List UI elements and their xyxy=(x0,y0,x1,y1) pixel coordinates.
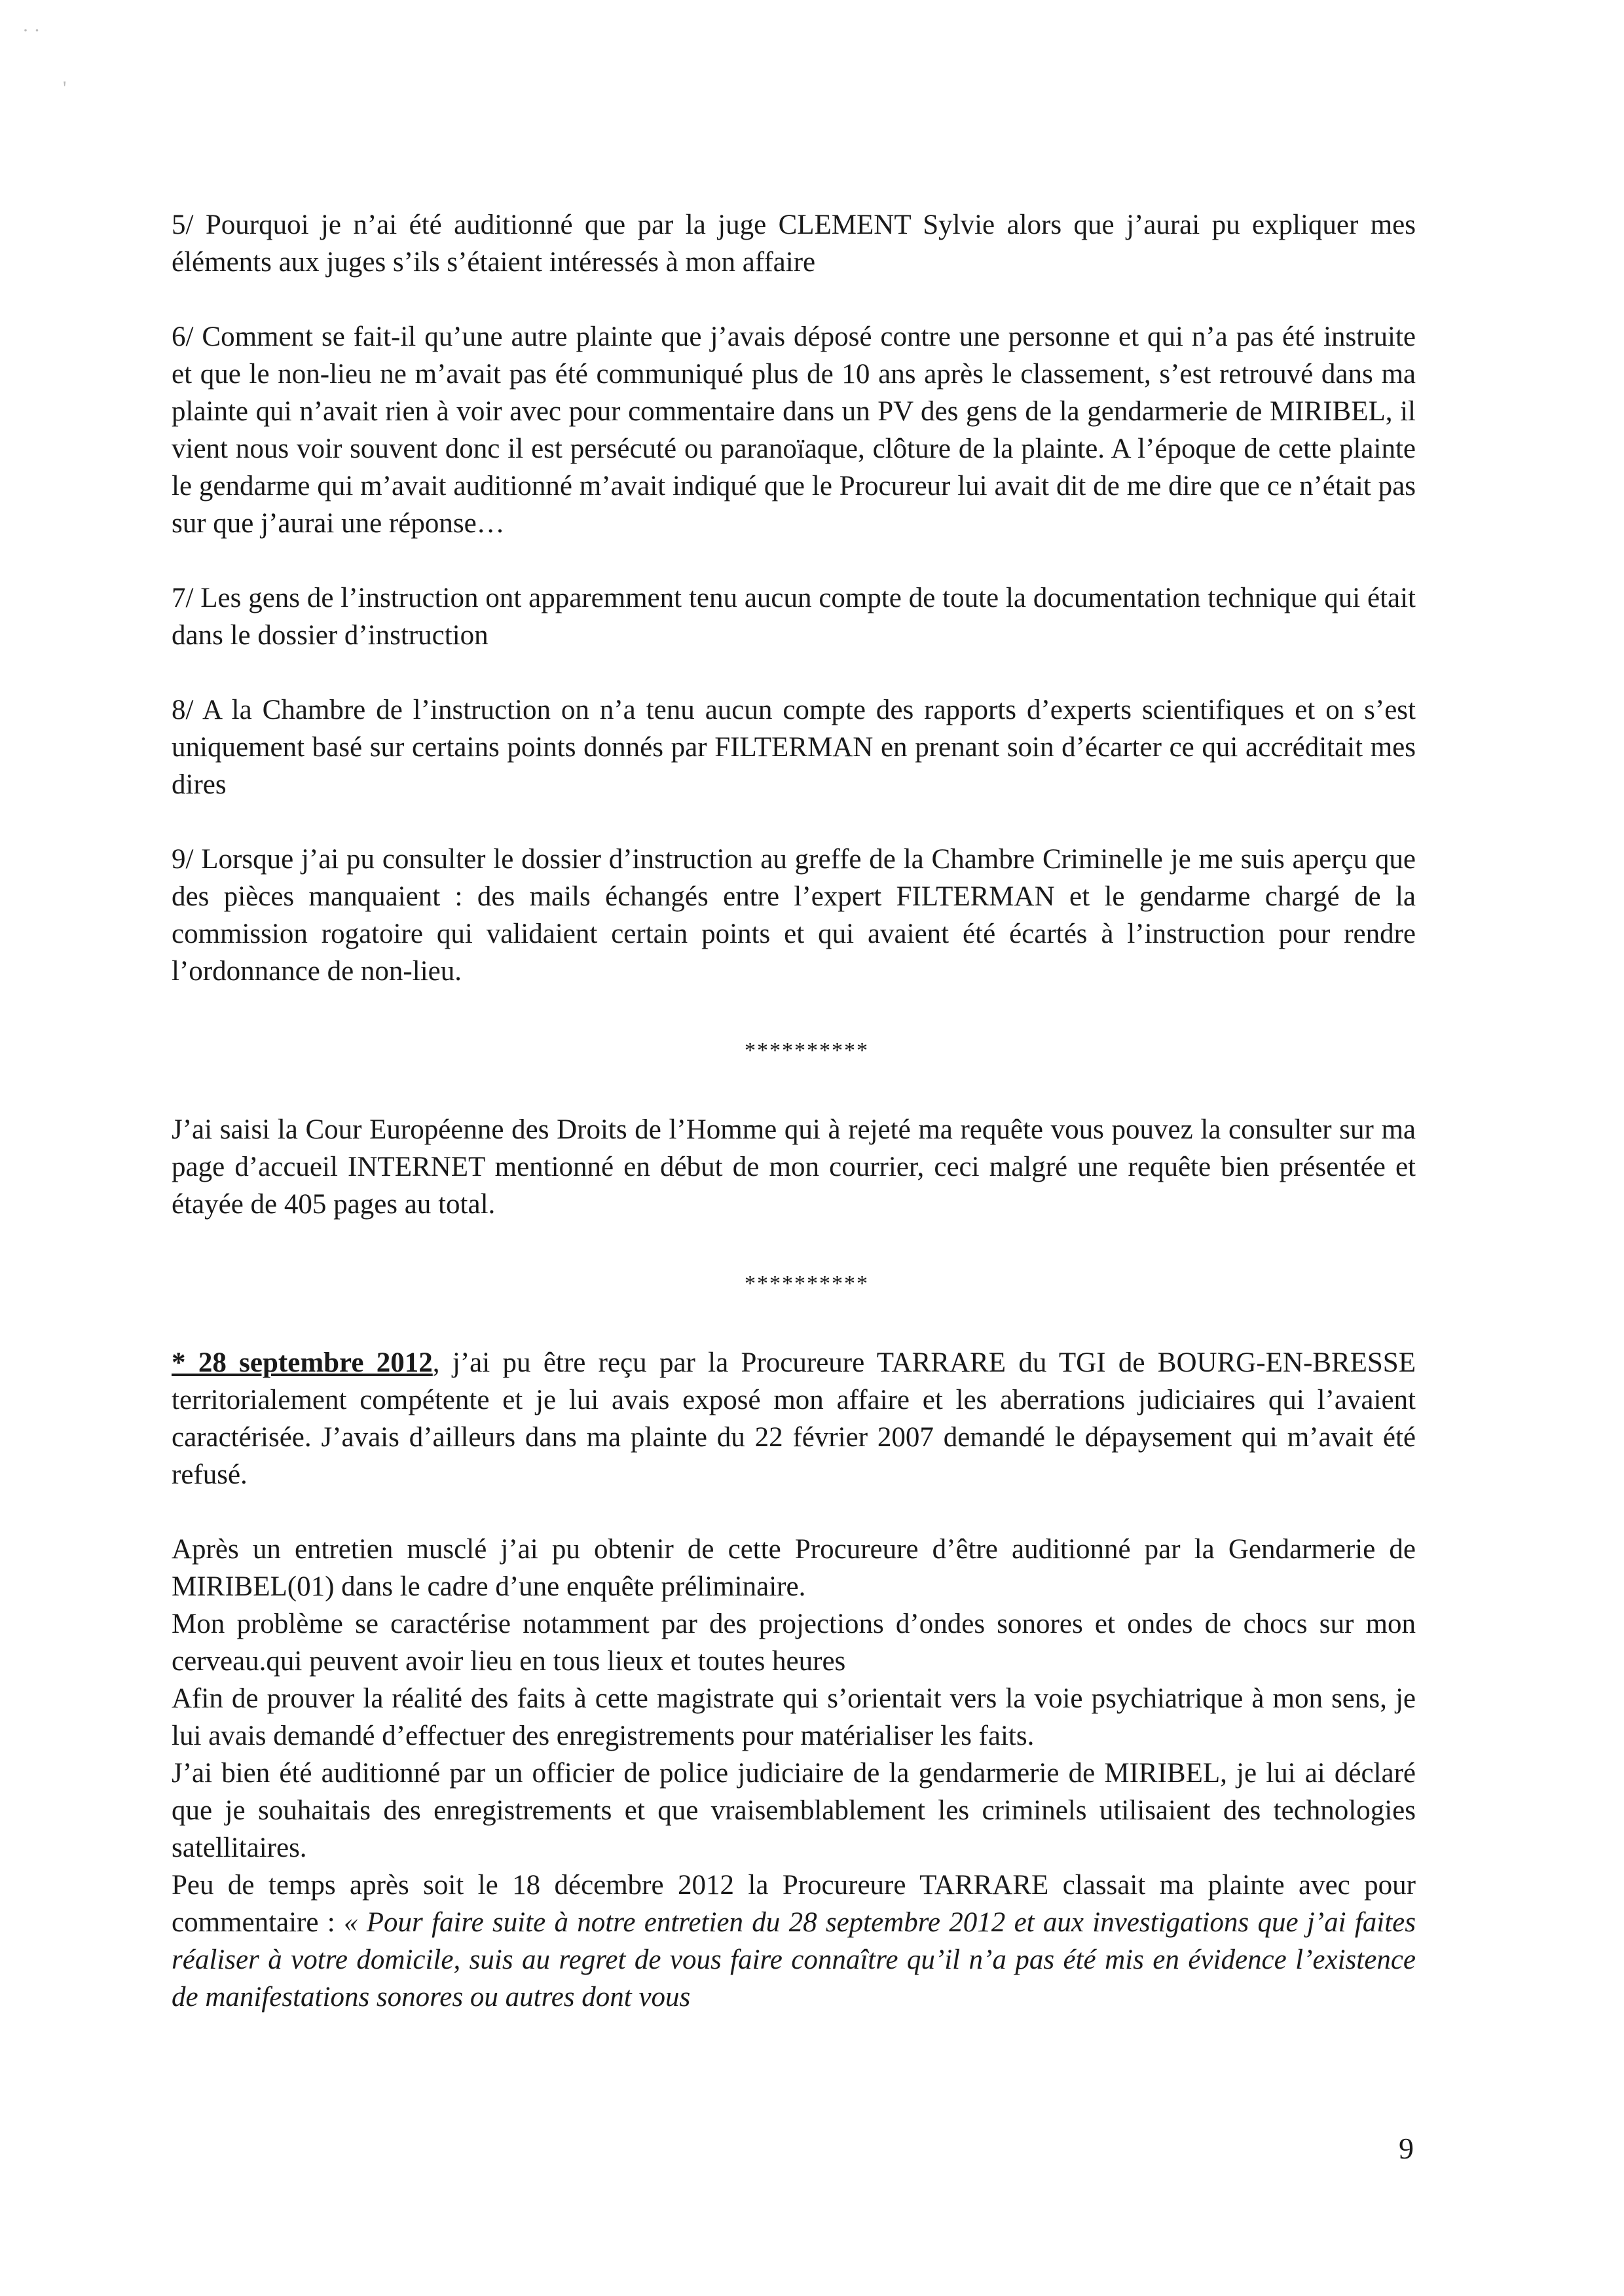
paragraph-apres-4: J’ai bien été auditionné par un officier de police judiciaire de la gendarmerie de MIRIBEL, je lui ai déclaré que je souhaitais des enregistrements et que vraisemblablement les criminels utilisaient des technologies satellitaires. xyxy=(172,1758,1416,1863)
paragraph-7: 7/ Les gens de l’instruction ont apparemment tenu aucun compte de toute la documentation technique qui était dans le dossier d’instruction xyxy=(172,583,1416,651)
document-body xyxy=(172,206,1416,2016)
paragraph-28-septembre xyxy=(172,1344,1416,1493)
scan-artifact: ' xyxy=(63,77,67,99)
paragraph-apres-3: Afin de prouver la réalité des faits à cette magistrate qui s’orientait vers la voie psychiatrique à mon sens, je lui avais demandé d’effectuer des enregistrements pour matérialiser les faits. xyxy=(172,1683,1416,1751)
paragraph-8: 8/ A la Chambre de l’instruction on n’a tenu aucun compte des rapports d’experts scientifiques et on s’est uniquement basé sur certains points donnés par FILTERMAN en prenant soin d’écarter ce qui accréditait mes dires xyxy=(172,695,1416,800)
date-heading: * 28 septembre 2012 xyxy=(172,1347,433,1378)
paragraph-5: 5/ Pourquoi je n’ai été auditionné que par la juge CLEMENT Sylvie alors que j’aurai pu expliquer mes éléments aux juges s’ils s’étaient intéressés à mon affaire xyxy=(172,210,1416,278)
paragraph-apres-5-text: Peu de temps après soit le 18 décembre 2012 la Procureure TARRARE classait ma plainte avec pour commentaire : xyxy=(172,1870,1416,1938)
page-number: 9 xyxy=(1399,2132,1414,2165)
section-separator: ********** xyxy=(745,1038,869,1063)
paragraph-apres-1: Après un entretien musclé j’ai pu obtenir de cette Procureure d’être auditionné par la Gendarmerie de MIRIBEL(01) dans le cadre d’une enquête préliminaire. xyxy=(172,1534,1416,1602)
scan-artifact: · · xyxy=(22,20,41,41)
paragraph-apres-2: Mon problème se caractérise notamment par des projections d’ondes sonores et ondes de chocs sur mon cerveau.qui peuvent avoir lieu en tous lieux et toutes heures xyxy=(172,1609,1416,1677)
paragraph-6: 6/ Comment se fait-il qu’une autre plainte que j’avais déposé contre une personne et qui n’a pas été instruite et que le non-lieu ne m’avait pas été communiqué plus de 10 ans après le classement, s’est retrouvé dans ma plainte qui n’avait rien à voir avec pour commentaire dans un PV des gens de la gendarmerie de MIRIBEL, il vient nous voir souvent donc il est persécuté ou paranoïaque, clôture de la plainte. A l’époque de cette plainte le gendarme qui m’avait auditionné m’avait indiqué que le Procureur lui avait dit de me dire que ce n’était pas sur que j’aurai une réponse… xyxy=(172,321,1416,539)
paragraph-9: 9/ Lorsque j’ai pu consulter le dossier d’instruction au greffe de la Chambre Criminelle je me suis aperçu que des pièces manquaient : des mails échangés entre l’expert FILTERMAN et le gendarme chargé de la commission rogatoire qui validaient certain points et qui avaient été écartés à l’instruction pour rendre l’ordonnance de non-lieu. xyxy=(172,844,1416,987)
paragraph-cedh: J’ai saisi la Cour Européenne des Droits de l’Homme qui à rejeté ma requête vous pouvez la consulter sur ma page d’accueil INTERNET mentionné en début de mon courrier, ceci malgré une requête bien présentée et étayée de 405 pages au total. xyxy=(172,1114,1416,1220)
section-separator: ********** xyxy=(745,1271,869,1296)
paragraph-28-septembre-text: , j’ai pu être reçu par la Procureure TARRARE du TGI de BOURG-EN-BRESSE territorialement compétente et je lui avais exposé mon affaire et les aberrations judiciaires qui l’avaient caractérisée. J’avais d’ailleurs dans ma plainte du 22 février 2007 demandé le dépaysement qui m’avait été refusé. xyxy=(172,1347,1416,1490)
quoted-comment: « Pour faire suite à notre entretien du 28 septembre 2012 et aux investigations que j’ai faites réaliser à votre domicile, suis au regret de vous faire connaître qu’il n’a pas été mis en évidence l’existence de manifestations sonores ou autres dont vous xyxy=(172,1907,1416,2013)
paragraph-apres-5 xyxy=(172,1867,1416,2016)
